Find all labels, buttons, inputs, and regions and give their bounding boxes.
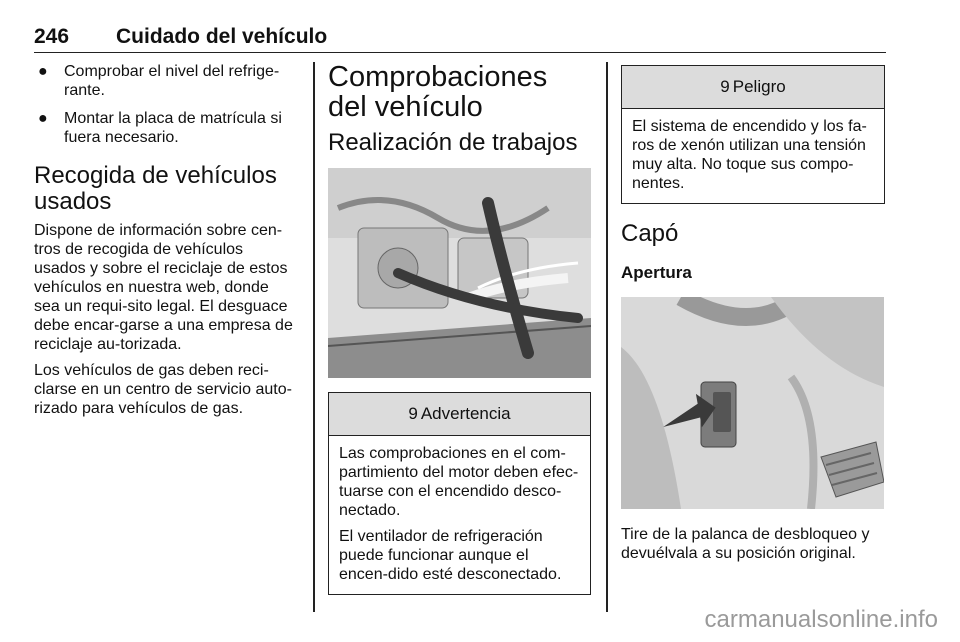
bullet-icon: ● xyxy=(38,63,48,80)
recycling-paragraph: Dispone de información sobre cen-tros de recogida de vehículos usados y sobre el reciclaje de estos vehículos en nuestra web, donde sea un requi-sito legal. El desguace debe encar-garse a una empresa de reciclaje au-torizada. xyxy=(34,222,293,353)
hood-release-illustration xyxy=(621,297,884,509)
column-divider xyxy=(313,62,315,612)
opening-heading: Apertura xyxy=(621,263,692,282)
danger-paragraph: El sistema de encendido y los fa-ros de xenón utilizan una tensión muy alta. No toque sus compo-nentes. xyxy=(632,118,867,192)
warning-paragraph: El ventilador de refrigeración puede funcionar aunque el encen-dido esté desconectado. xyxy=(339,528,562,583)
engine-bay-illustration xyxy=(328,168,591,378)
warning-icon: 9 xyxy=(408,404,418,423)
caption-paragraph: Tire de la palanca de desbloqueo y devuélvala a su posición original. xyxy=(621,526,870,562)
danger-box xyxy=(621,65,885,204)
chapter-heading: Comprobaciones del vehículo xyxy=(328,61,548,123)
warning-paragraph: Las comprobaciones en el com-partimiento del motor deben efec-tuarse con el encendido desco-nectado. xyxy=(339,445,579,519)
column-divider xyxy=(606,62,608,612)
bullet-icon: ● xyxy=(38,110,48,127)
danger-heading: Peligro xyxy=(732,77,786,96)
column-right xyxy=(621,65,885,563)
section-title: Cuidado del vehículo xyxy=(116,25,328,48)
recycling-paragraph: Los vehículos de gas deben reci-clarse en un centro de servicio auto-rizado para vehículos de gas. xyxy=(34,362,292,417)
warning-box-header xyxy=(329,393,590,436)
recycling-heading: Recogida de vehículos usados xyxy=(34,162,277,215)
hood-heading: Capó xyxy=(621,220,679,247)
subsection-heading: Realización de trabajos xyxy=(328,129,578,156)
watermark: carmanualsonline.info xyxy=(704,606,938,633)
danger-box-header xyxy=(622,66,884,109)
danger-box-body xyxy=(622,109,884,203)
list-item: ● Montar la placa de matrícula si fuera necesario. xyxy=(38,110,282,146)
page-number: 246 xyxy=(34,25,70,48)
column-middle xyxy=(328,62,591,595)
warning-box xyxy=(328,392,591,595)
warning-heading: Advertencia xyxy=(420,404,511,423)
bullet-list xyxy=(34,62,297,147)
danger-icon: 9 xyxy=(720,77,730,96)
warning-box-body xyxy=(329,436,590,594)
column-left xyxy=(34,62,297,425)
page-header xyxy=(34,22,886,53)
list-item: ● Comprobar el nivel del refrige-rante. xyxy=(38,63,280,99)
